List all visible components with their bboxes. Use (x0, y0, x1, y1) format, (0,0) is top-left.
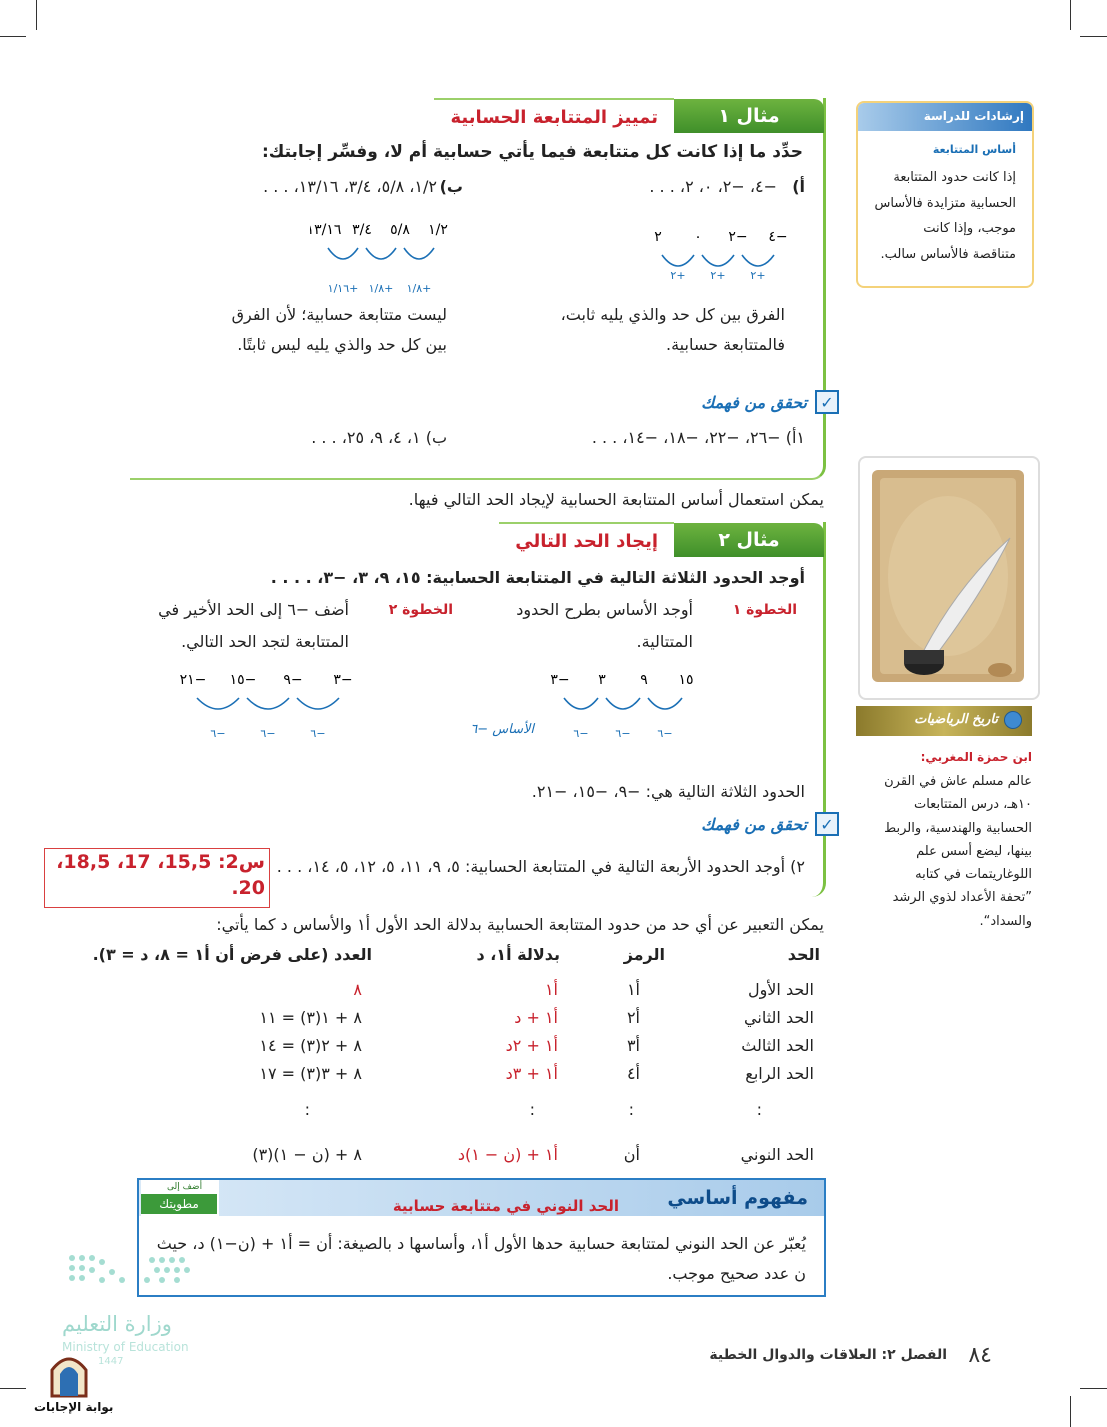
history-line: ١٠هـ، درس المتتابعات (913, 797, 1032, 813)
difference-arc (247, 698, 289, 709)
example2-result: الحدود الثلاثة التالية هي: −٩، −١٥، −٢١. (531, 782, 805, 801)
crop-mark (1070, 1396, 1071, 1427)
sequence-arcs (548, 668, 698, 743)
step2-text-1: أضف −٦ إلى الحد الأخير في (158, 600, 349, 619)
part-a-label: أ) (792, 177, 805, 196)
table-cell: ٨ + ١(٣) = ١١ (259, 1008, 362, 1027)
step2-text-2: المتتابعة لتجد الحد التالي. (181, 632, 349, 651)
history-line: والسداد“. (979, 913, 1032, 929)
history-line: الحسابية والهندسية، والربط (884, 820, 1032, 836)
part-a-diagram (640, 225, 790, 285)
step1-text-1: أوجد الأساس بطرح الحدود (516, 600, 693, 619)
history-line: بينها، ليضع أسس علم (916, 843, 1032, 859)
difference-arc (648, 698, 682, 709)
part-b-explain-2: بين كل حد والذي يليه ليس ثابتًا. (237, 335, 447, 354)
chapter-title: الفصل ٢: العلاقات والدوال الخطية (709, 1347, 947, 1363)
quill-image-frame (858, 456, 1040, 700)
sequence-term: −٢١ (180, 672, 207, 688)
study-tips-box (856, 101, 1034, 288)
sequence-term: −٩ (283, 672, 303, 688)
part-a-explain-2: فالمتتابعة حسابية. (666, 335, 785, 354)
table-cell: الحد الثاني (744, 1008, 814, 1027)
study-tips-line: موجب، وإذا كانت (923, 221, 1016, 236)
table-cell: أ١ + (ن − ١)د (457, 1145, 558, 1164)
crop-mark (1080, 36, 1107, 37)
check-q2: ٢) أوجد الحدود الأربعة التالية في المتتابعة الحسابية: ٥، ٩، ١١، ٥، ١٢، ٥، ١٤، . . . (276, 857, 805, 876)
check-understanding-2 (701, 812, 839, 836)
check-understanding-1 (701, 390, 839, 414)
sequence-term: ٥/٨ (390, 222, 410, 238)
part-b-explain-1: ليست متتابعة حسابية؛ لأن الفرق (231, 305, 447, 324)
step1-text-2: المتتالية. (636, 632, 693, 651)
difference-arc (297, 698, 339, 709)
table-cell: أ١ + ٣د (505, 1064, 558, 1083)
key-concept-box (137, 1178, 826, 1297)
sequence-term: −١٥ (229, 672, 257, 688)
sequence-term: −٣ (333, 672, 353, 688)
difference-arc (564, 698, 598, 709)
sequence-term: −٢ (728, 229, 748, 245)
table-cell: أ١ + د (514, 1008, 558, 1027)
difference-label: −٦ (260, 727, 276, 740)
table-cell: أن (623, 1145, 640, 1164)
key-concept-subtitle: الحد النوني في متتابعة حسابية (392, 1197, 619, 1215)
table-cell: أ١ + ٢د (505, 1036, 558, 1055)
crop-mark (1070, 0, 1071, 30)
history-line: ”تحفة الأعداد لذوي الرشد (892, 890, 1032, 906)
sequence-term: −٣ (550, 672, 570, 688)
table-cell: ٨ + ٢(٣) = ١٤ (259, 1036, 362, 1055)
difference-label: −٦ (310, 727, 326, 740)
sequence-arcs (310, 218, 450, 298)
table-cell: الحد الثالث (741, 1036, 814, 1055)
sequence-term: ٢ (654, 229, 662, 245)
example1-title: تمييز المتتابعة الحسابية (434, 98, 674, 134)
table-header: العدد (على فرض أن أ١ = ٨، د = ٣). (92, 945, 372, 964)
history-title: تاريخ الرياضيات (914, 712, 998, 727)
history-body (884, 770, 1032, 933)
sequence-term: −٤ (768, 229, 788, 245)
key-concept-title: مفهوم أساسي (667, 1187, 808, 1209)
add-to-label: أضف إلى (167, 1182, 203, 1192)
checkmark-icon: ✓ (815, 812, 839, 836)
difference-arc (606, 698, 640, 709)
study-tips-line: إذا كانت حدود المتتابعة (893, 170, 1016, 185)
part-b-diagram (310, 218, 450, 298)
example1-tab (434, 98, 824, 134)
sequence-arcs (180, 668, 355, 743)
history-line: اللوغاريتمات في كتابه (915, 867, 1032, 883)
answer-portal-logo-icon (48, 1350, 90, 1398)
ministry-english: Ministry of Education (62, 1340, 189, 1354)
answer-portal-label: بوابة الإجابات (34, 1400, 114, 1414)
table-cell: أ١ (626, 980, 640, 999)
study-tips-line: متناقصة فالأساس سالب. (880, 246, 1016, 262)
difference-label: +٢ (710, 269, 726, 282)
sequence-arcs (640, 225, 790, 285)
sequence-term: ٩ (640, 672, 648, 688)
check-q1b: ب) ١، ٤، ٩، ٢٥، . . . (311, 428, 447, 447)
step2-label: الخطوة ٢ (388, 602, 453, 618)
key-concept-line-1: يُعبّر عن الحد النوني لمتتابعة حسابية حدها الأول أ١، وأساسها د بالصيغة: أن = أ١ + (ن−١) د، حيث (156, 1234, 806, 1253)
difference-label: +١/١٦ (327, 282, 359, 295)
difference-arc (328, 248, 358, 259)
check-label: تحقق من فهمك (701, 392, 807, 412)
difference-label: −٦ (657, 727, 673, 740)
part-b-label: ب) (439, 177, 463, 196)
history-header (856, 706, 1032, 736)
history-line: عالم مسلم عاش في القرن (884, 774, 1032, 789)
terms-table (92, 940, 830, 1170)
ministry-arabic: وزارة التعليم (62, 1312, 172, 1336)
checkmark-icon: ✓ (815, 390, 839, 414)
study-tips-line: الحسابية متزايدة فالأساس (874, 195, 1016, 211)
table-cell: ٨ + (ن − ١)(٣) (252, 1145, 362, 1164)
difference-label: −٦ (210, 727, 226, 740)
step1-diagram (548, 668, 698, 743)
difference-arc (197, 698, 239, 709)
ministry-year: 1447 (98, 1356, 124, 1367)
part-a-explain-1: الفرق بين كل حد والذي يليه ثابت، (560, 305, 785, 324)
sequence-term: ٣/٤ (352, 222, 372, 238)
sequence-term: ٠ (694, 229, 702, 245)
difference-label: +٢ (670, 269, 686, 282)
example2-title: إيجاد الحد التالي (499, 522, 674, 558)
difference-label: +١/٨ (406, 282, 432, 295)
table-cell: ٨ + ٣(٣) = ١٧ (259, 1064, 362, 1083)
sequence-term: ١/٢ (428, 222, 448, 238)
table-cell: الحد الأول (747, 980, 814, 999)
table-cell: أ٤ (626, 1064, 640, 1083)
globe-icon (1004, 711, 1022, 729)
table-ellipsis: : (628, 1100, 634, 1119)
check-q1a: ١أ) −٢٦، −٢٢، −١٨، −١٤، . . . (591, 428, 805, 447)
sequence-term: ٣ (598, 672, 606, 688)
example2-tab (499, 522, 824, 558)
table-cell: أ٢ (626, 1008, 640, 1027)
difference-label: +١/٨ (368, 282, 394, 295)
page-number: ٨٤ (968, 1343, 992, 1368)
part-a-sequence: −٤، −٢، ٠، ٢، . . . (649, 177, 777, 196)
crop-mark (0, 36, 26, 37)
foldable-label: مطويتك (141, 1194, 217, 1214)
base-label: الأساس −٦ (470, 722, 534, 737)
study-tips-title: إرشادات للدراسة (923, 109, 1024, 123)
table-header: بدلالة أ١، د (476, 945, 560, 964)
table-ellipsis: : (304, 1100, 310, 1119)
difference-arc (702, 255, 734, 266)
example2-number: مثال ٢ (674, 523, 824, 557)
crop-mark (0, 1388, 26, 1389)
step2-diagram (180, 668, 355, 743)
difference-label: −٦ (573, 727, 589, 740)
sequence-term: ١٥ (678, 672, 694, 688)
difference-arc (742, 255, 774, 266)
foldable-badge[interactable] (141, 1180, 219, 1216)
table-ellipsis: : (529, 1100, 535, 1119)
crop-mark (1080, 1388, 1107, 1389)
difference-arc (366, 248, 396, 259)
answer-line-1: س2: 15,5، 17، 18,5، (56, 851, 265, 873)
key-concept-line-2: ن عدد صحيح موجب. (667, 1264, 806, 1283)
example1-number: مثال ١ (674, 99, 824, 133)
table-cell: ٨ (353, 980, 362, 999)
table-cell: أ١ (544, 980, 558, 999)
crop-mark (36, 0, 37, 30)
difference-label: −٦ (615, 727, 631, 740)
step1-label: الخطوة ١ (732, 602, 797, 618)
example2-instruction: أوجد الحدود الثلاثة التالية في المتتابعة الحسابية: ١٥، ٩، ٣، −٣، . . . . (270, 568, 805, 587)
example1-instruction: حدِّد ما إذا كانت كل متتابعة فيما يأتي حسابية أم لا، وفسِّر إجابتك: (261, 142, 803, 162)
difference-label: +٢ (750, 269, 766, 282)
check-label: تحقق من فهمك (701, 814, 807, 834)
table-cell: الحد النوني (740, 1145, 814, 1164)
part-b-sequence: ١/٢، ٥/٨، ٣/٤، ١٣/١٦، . . . (263, 177, 437, 196)
table-cell: الحد الرابع (745, 1064, 814, 1083)
study-tips-body (874, 165, 1016, 267)
bridge-text: يمكن استعمال أساس المتتابعة الحسابية لإيجاد الحد التالي فيها. (408, 490, 824, 509)
table-cell: أ٣ (626, 1036, 640, 1055)
moe-logo-icon (62, 1250, 197, 1294)
general-text: يمكن التعبير عن أي حد من حدود المتتابعة الحسابية بدلالة الحد الأول أ١ والأساس د كما يأتي: (216, 915, 824, 934)
table-ellipsis: : (756, 1100, 762, 1119)
table-header: الحد (787, 945, 820, 964)
difference-arc (662, 255, 694, 266)
difference-arc (404, 248, 434, 259)
history-name: ابن حمزة المغربي: (920, 750, 1032, 764)
sequence-term: ١٣/١٦ (310, 222, 342, 238)
answer-box (44, 848, 270, 908)
answer-line-2: 20. (231, 877, 265, 899)
quill-parchment-image (860, 458, 1038, 698)
study-tips-subhead: أساس المتتابعة (932, 143, 1016, 156)
table-header: الرمز (623, 945, 665, 964)
